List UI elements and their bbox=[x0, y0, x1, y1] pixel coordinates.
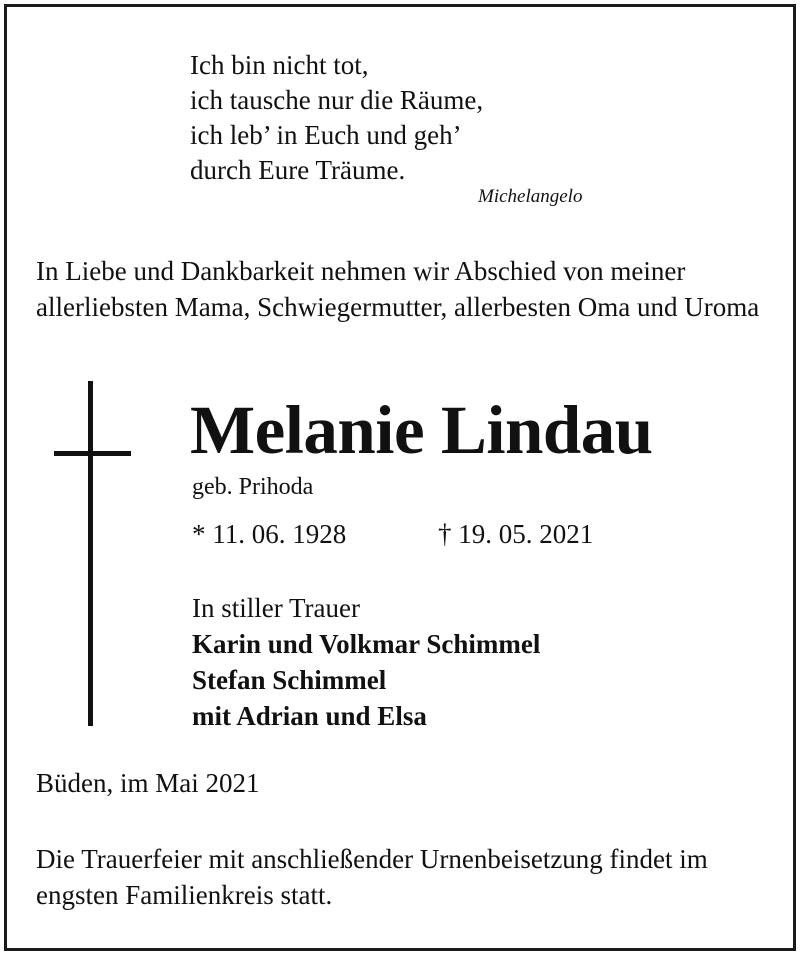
maiden-name: geb. Prihoda bbox=[192, 474, 314, 500]
mourners-names bbox=[192, 626, 540, 734]
deceased-name: Melanie Lindau bbox=[190, 392, 653, 468]
poem bbox=[190, 48, 483, 188]
poem-line: ich leb’ in Euch und geh’ bbox=[190, 120, 462, 150]
cross-icon bbox=[88, 381, 93, 726]
death-date: † 19. 05. 2021 bbox=[438, 519, 594, 549]
birth-date: * 11. 06. 1928 bbox=[192, 519, 347, 549]
poem-line: durch Eure Träume. bbox=[190, 155, 406, 185]
place-date: Büden, im Mai 2021 bbox=[36, 768, 260, 798]
intro-text: In Liebe und Dankbarkeit nehmen wir Abschied von meiner allerliebsten Mama, Schwiegermutter, allerbesten Oma und Uroma bbox=[36, 256, 760, 322]
poem-author: Michelangelo bbox=[478, 186, 583, 207]
mourner-name: mit Adrian und Elsa bbox=[192, 701, 427, 731]
poem-line: Ich bin nicht tot, bbox=[190, 50, 369, 80]
cross-icon-bar bbox=[54, 451, 131, 456]
funeral-note: Die Trauerfeier mit anschließender Urnenbeisetzung findet im engsten Familienkreis statt. bbox=[36, 844, 708, 910]
mourners-intro: In stiller Trauer bbox=[192, 593, 360, 623]
mourner-name: Stefan Schimmel bbox=[192, 665, 387, 695]
poem-line: ich tausche nur die Räume, bbox=[190, 85, 484, 115]
mourners-block bbox=[192, 590, 540, 734]
mourner-name: Karin und Volkmar Schimmel bbox=[192, 629, 541, 659]
